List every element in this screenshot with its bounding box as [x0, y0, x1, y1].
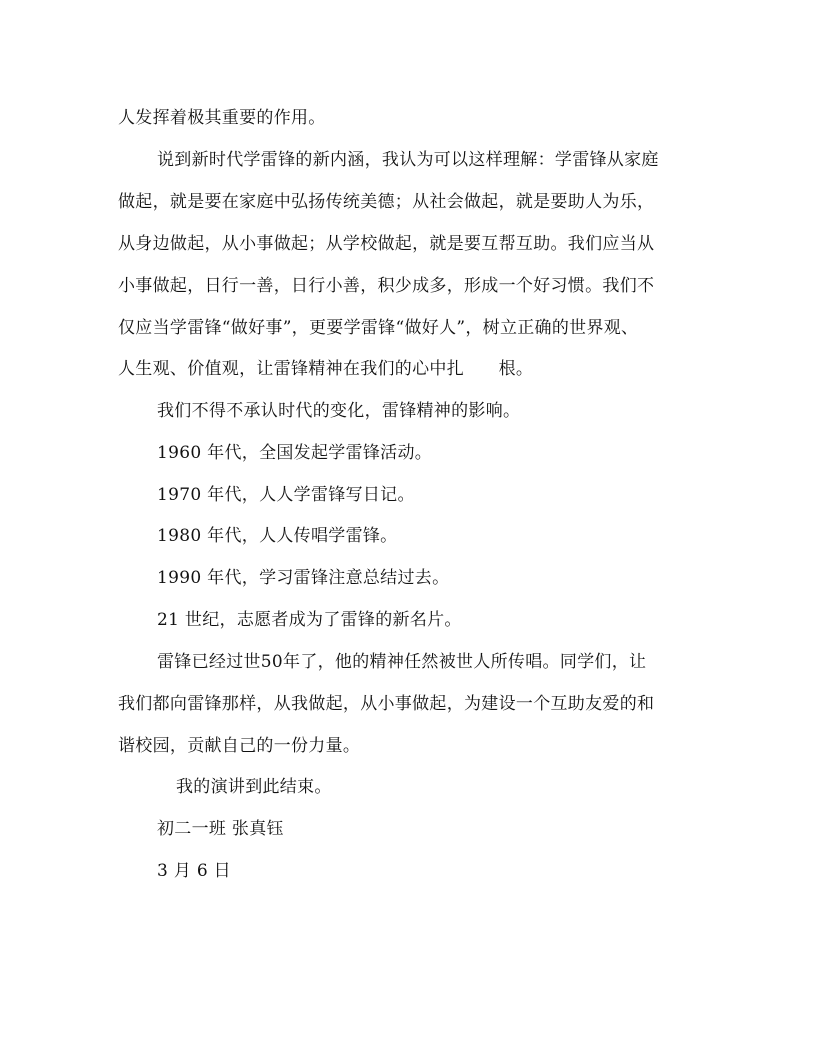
signature-line: 初二一班 张真钰 — [157, 819, 284, 839]
paragraph-line: 我们都向雷锋那样，从我做起，从小事做起，为建设一个互助友爱的和 — [118, 694, 655, 714]
timeline-item: 1960 年代，全国发起学雷锋活动。 — [157, 443, 433, 463]
paragraph-line: 从身边做起，从小事做起；从学校做起，就是要互帮互助。我们应当从 — [118, 234, 655, 254]
paragraph-line: 小事做起，日行一善，日行小善，积少成多，形成一个好习惯。我们不 — [118, 276, 655, 296]
paragraph-line: 仅应当学雷锋“做好事”，更要学雷锋“做好人”，树立正确的世界观、 — [118, 318, 639, 338]
text-line: 人发挥着极其重要的作用。 — [118, 108, 326, 128]
timeline-item: 1990 年代，学习雷锋注意总结过去。 — [157, 568, 450, 588]
paragraph-line: 做起，就是要在家庭中弘扬传统美德；从社会做起，就是要助人为乐， — [118, 192, 655, 212]
paragraph-line: 说到新时代学雷锋的新内涵，我认为可以这样理解：学雷锋从家庭 — [157, 150, 659, 170]
paragraph-line: 人生观、价值观，让雷锋精神在我们的心中扎 根。 — [118, 359, 534, 379]
paragraph-line: 我们不得不承认时代的变化，雷锋精神的影响。 — [157, 401, 521, 421]
paragraph-line: 雷锋已经过世50年了，他的精神任然被世人所传唱。同学们，让 — [157, 652, 647, 672]
timeline-item: 1980 年代，人人传唱学雷锋。 — [157, 526, 398, 546]
timeline-item: 21 世纪，志愿者成为了雷锋的新名片。 — [157, 610, 462, 630]
timeline-item: 1970 年代，人人学雷锋写日记。 — [157, 485, 415, 505]
date-line: 3 月 6 日 — [157, 861, 231, 881]
paragraph-line: 谐校园，贡献自己的一份力量。 — [118, 736, 361, 756]
closing-line: 我的演讲到此结束。 — [176, 777, 332, 797]
